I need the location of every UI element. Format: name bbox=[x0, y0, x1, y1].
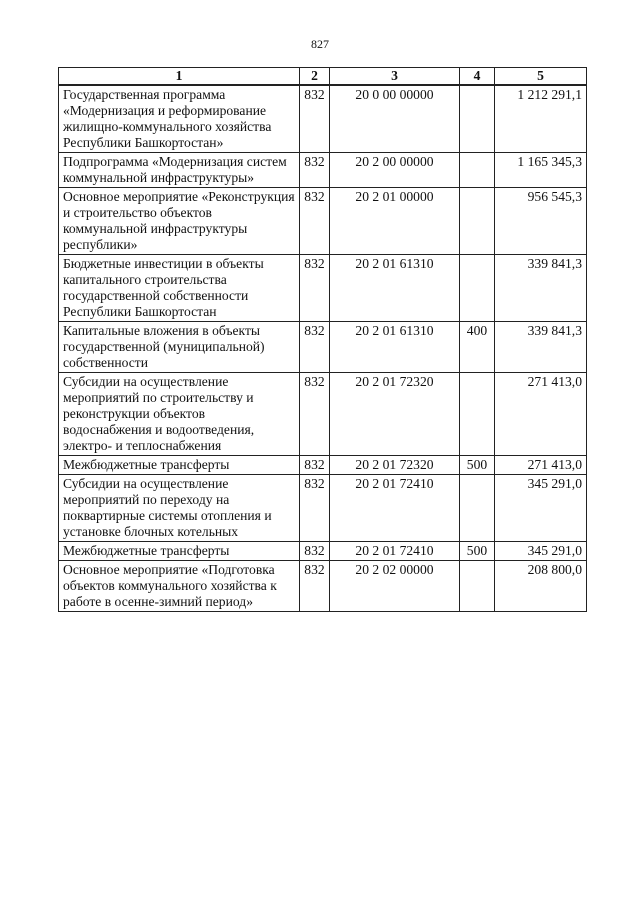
row-name: Государственная программа «Модернизация и реформирование жилищно-коммунального хозяйства Республики Башкортостан» bbox=[59, 85, 300, 153]
row-kcsr: 20 2 01 61310 bbox=[330, 322, 460, 373]
row-kcsr: 20 2 01 72320 bbox=[330, 456, 460, 475]
row-code: 832 bbox=[300, 255, 330, 322]
column-header-3: 3 bbox=[330, 68, 460, 86]
row-vr bbox=[460, 255, 495, 322]
row-name: Межбюджетные трансферты bbox=[59, 542, 300, 561]
column-header-5: 5 bbox=[495, 68, 587, 86]
row-kcsr: 20 2 02 00000 bbox=[330, 561, 460, 612]
row-sum: 339 841,3 bbox=[495, 255, 587, 322]
row-vr bbox=[460, 475, 495, 542]
row-vr: 400 bbox=[460, 322, 495, 373]
row-kcsr: 20 2 01 72410 bbox=[330, 542, 460, 561]
row-kcsr: 20 2 01 61310 bbox=[330, 255, 460, 322]
row-sum: 339 841,3 bbox=[495, 322, 587, 373]
row-vr bbox=[460, 85, 495, 153]
row-sum: 345 291,0 bbox=[495, 475, 587, 542]
row-sum: 271 413,0 bbox=[495, 373, 587, 456]
row-name: Подпрограмма «Модернизация систем коммунальной инфраструктуры» bbox=[59, 153, 300, 188]
row-vr bbox=[460, 153, 495, 188]
row-sum: 271 413,0 bbox=[495, 456, 587, 475]
table-row bbox=[59, 85, 587, 153]
row-vr bbox=[460, 561, 495, 612]
row-kcsr: 20 2 01 72410 bbox=[330, 475, 460, 542]
budget-table bbox=[58, 67, 587, 612]
table-row bbox=[59, 188, 587, 255]
row-sum: 956 545,3 bbox=[495, 188, 587, 255]
row-vr: 500 bbox=[460, 542, 495, 561]
row-kcsr: 20 2 00 00000 bbox=[330, 153, 460, 188]
row-kcsr: 20 0 00 00000 bbox=[330, 85, 460, 153]
row-name: Основное мероприятие «Подготовка объектов коммунального хозяйства к работе в осенне-зимний период» bbox=[59, 561, 300, 612]
row-sum: 345 291,0 bbox=[495, 542, 587, 561]
row-vr bbox=[460, 373, 495, 456]
row-code: 832 bbox=[300, 322, 330, 373]
row-sum: 1 165 345,3 bbox=[495, 153, 587, 188]
table-row bbox=[59, 255, 587, 322]
table-row bbox=[59, 561, 587, 612]
page-number: 827 bbox=[311, 37, 329, 51]
row-kcsr: 20 2 01 72320 bbox=[330, 373, 460, 456]
column-header-1: 1 bbox=[59, 68, 300, 86]
column-header-2: 2 bbox=[300, 68, 330, 86]
row-name: Межбюджетные трансферты bbox=[59, 456, 300, 475]
row-name: Субсидии на осуществление мероприятий по переходу на поквартирные системы отопления и установке блочных котельных bbox=[59, 475, 300, 542]
row-code: 832 bbox=[300, 542, 330, 561]
row-vr bbox=[460, 188, 495, 255]
row-name: Капитальные вложения в объекты государственной (муниципальной) собственности bbox=[59, 322, 300, 373]
table-row bbox=[59, 542, 587, 561]
row-sum: 1 212 291,1 bbox=[495, 85, 587, 153]
table-row bbox=[59, 456, 587, 475]
row-code: 832 bbox=[300, 456, 330, 475]
row-code: 832 bbox=[300, 373, 330, 456]
row-code: 832 bbox=[300, 475, 330, 542]
row-name: Бюджетные инвестиции в объекты капитального строительства государственной собственности Республики Башкортостан bbox=[59, 255, 300, 322]
row-name: Основное мероприятие «Реконструкция и строительство объектов коммунальной инфраструктуры республики» bbox=[59, 188, 300, 255]
row-vr: 500 bbox=[460, 456, 495, 475]
row-kcsr: 20 2 01 00000 bbox=[330, 188, 460, 255]
table-row bbox=[59, 322, 587, 373]
table-row bbox=[59, 153, 587, 188]
row-code: 832 bbox=[300, 561, 330, 612]
row-code: 832 bbox=[300, 85, 330, 153]
table-header-row bbox=[59, 68, 587, 86]
row-code: 832 bbox=[300, 188, 330, 255]
row-code: 832 bbox=[300, 153, 330, 188]
table-row bbox=[59, 475, 587, 542]
row-sum: 208 800,0 bbox=[495, 561, 587, 612]
row-name: Субсидии на осуществление мероприятий по строительству и реконструкции объектов водоснабжения и водоотведения, электро- и теплоснабжения bbox=[59, 373, 300, 456]
table-row bbox=[59, 373, 587, 456]
column-header-4: 4 bbox=[460, 68, 495, 86]
